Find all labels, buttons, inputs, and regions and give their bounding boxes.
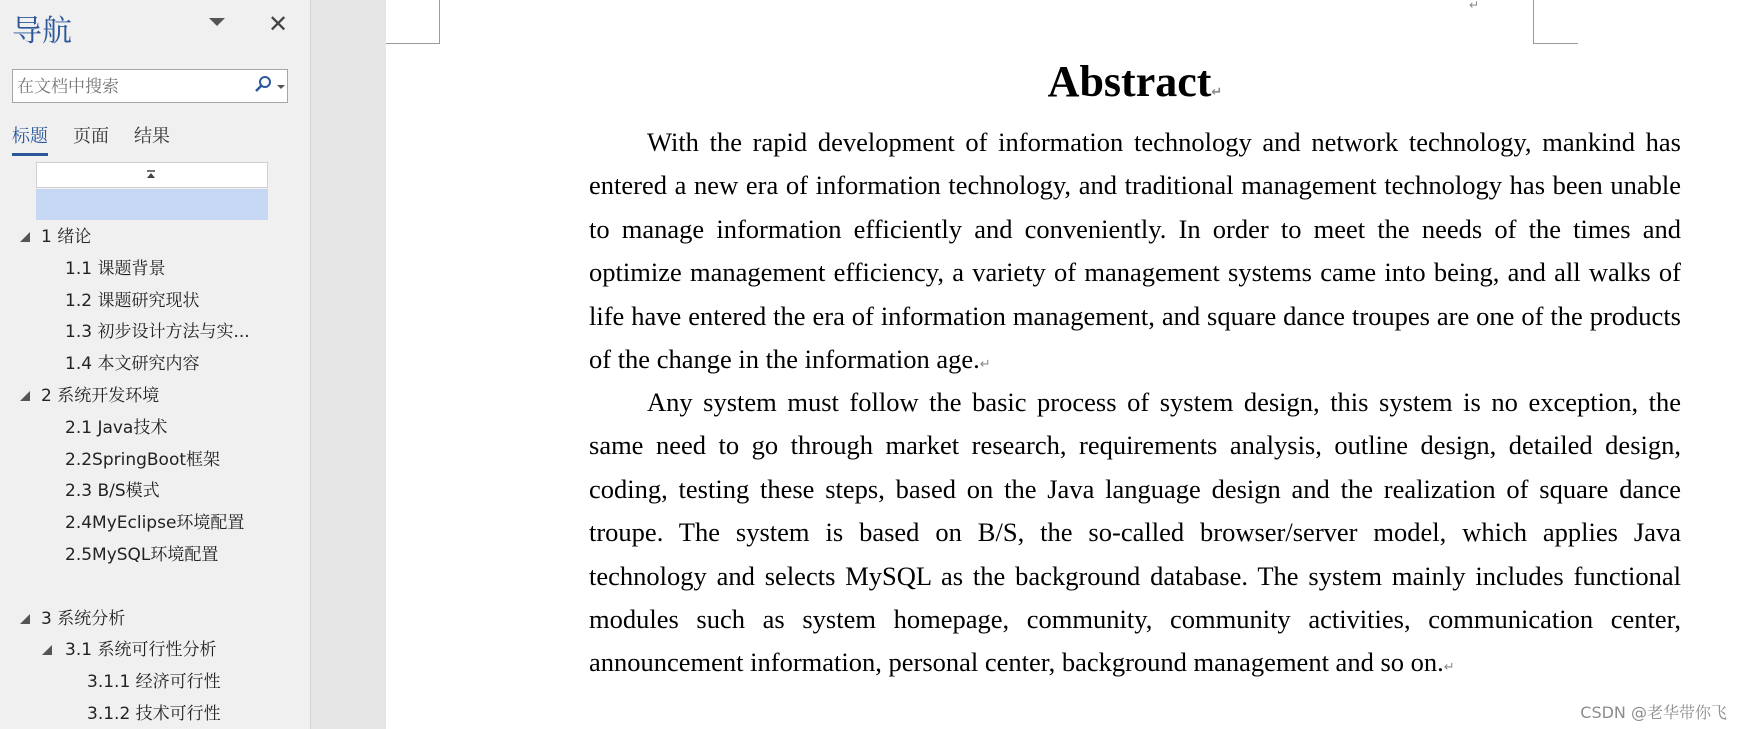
top-paragraph-mark: ↵: [1469, 0, 1480, 12]
outline-item-label: 1.4 本文研究内容: [65, 354, 200, 375]
search-icon[interactable]: [252, 74, 274, 96]
outline-item-label: 3.1 系统可行性分析: [65, 640, 217, 661]
crop-mark-top-left-v: [439, 0, 440, 44]
outline-item-label: 3 系统分析: [41, 608, 126, 629]
paragraph-1-mark: ↵: [979, 357, 991, 373]
search-options-dropdown-icon[interactable]: [277, 85, 285, 89]
paragraph-2-mark: ↵: [1443, 660, 1455, 676]
nav-title: 导航: [12, 14, 72, 49]
paragraph-1-text: With the rapid development of information technology and network technology, mankind has entered a new era of information technology, and traditional management technology has been unable to manage information efficiently and conveniently. In order to meet the needs of the times and optimize management efficiency, a variety of management systems came into being, and all walks of life have entered the era of information management, and square dance troupes are one of the products of the change in the information age.: [589, 127, 1681, 375]
outline-item-label: 2.2SpringBoot框架: [65, 449, 221, 470]
outline-item-label: 2.5MySQL环境配置: [65, 545, 219, 565]
expand-triangle-icon[interactable]: [20, 614, 30, 624]
nav-close-icon[interactable]: ✕: [268, 10, 289, 38]
abstract-paragraph-2: [589, 381, 1681, 690]
heading-paragraph-mark: ↵: [1211, 85, 1223, 100]
collapse-up-button[interactable]: [36, 162, 268, 188]
document-area[interactable]: [311, 0, 1739, 729]
current-position-highlight[interactable]: [36, 189, 268, 220]
expand-triangle-icon[interactable]: [42, 645, 52, 655]
search-input[interactable]: [15, 73, 249, 101]
tab-headings[interactable]: 标题: [12, 122, 48, 156]
abstract-heading: [589, 54, 1681, 121]
outline-item-label: 3.1.2 技术可行性: [87, 704, 221, 724]
outline-item-label: 2.3 B/S模式: [65, 481, 160, 502]
tab-pages[interactable]: 页面: [73, 126, 109, 147]
search-box[interactable]: [12, 69, 288, 103]
tab-results[interactable]: 结果: [134, 126, 170, 147]
expand-triangle-icon[interactable]: [20, 232, 30, 242]
crop-mark-top-left-h: [386, 43, 439, 44]
outline-item-label: 2.1 Java技术: [65, 417, 168, 438]
crop-mark-top-right-v: [1533, 0, 1534, 44]
crop-mark-top-right-h: [1533, 43, 1578, 44]
navigation-pane: [0, 0, 311, 729]
outline-item-label: 3.1.1 经济可行性: [87, 672, 221, 693]
outline-item-label: 1.3 初步设计方法与实...: [65, 322, 250, 343]
outline-item-label: 1.2 课题研究现状: [65, 290, 200, 311]
abstract-paragraph-1: [589, 121, 1681, 386]
nav-options-dropdown-icon[interactable]: [209, 18, 225, 26]
outline-item-label: 1 绪论: [41, 227, 92, 247]
expand-triangle-icon[interactable]: [20, 391, 30, 401]
chevron-up-icon: [145, 169, 157, 181]
outline-item-label: 2 系统开发环境: [41, 386, 160, 406]
abstract-heading-text: Abstract: [1047, 57, 1212, 106]
watermark: CSDN @老华带你飞: [1580, 703, 1727, 722]
outline-item-label: 1.1 课题背景: [65, 258, 166, 279]
outline-item-label: 2.4MyEclipse环境配置: [65, 513, 245, 534]
paragraph-2-text: Any system must follow the basic process of system design, this system is no exception, the same need to go through market research, requirements analysis, outline design, detailed design, coding, testing these steps, based on the Java language design and the realization of square dance troupe. The system is based on B/S, the so-called browser/server model, which applies Java technology and selects MySQL as the background database. The system mainly includes functional modules such as system homepage, community, community activities, communication center, announcement information, personal center, background management and so on.: [589, 387, 1681, 678]
